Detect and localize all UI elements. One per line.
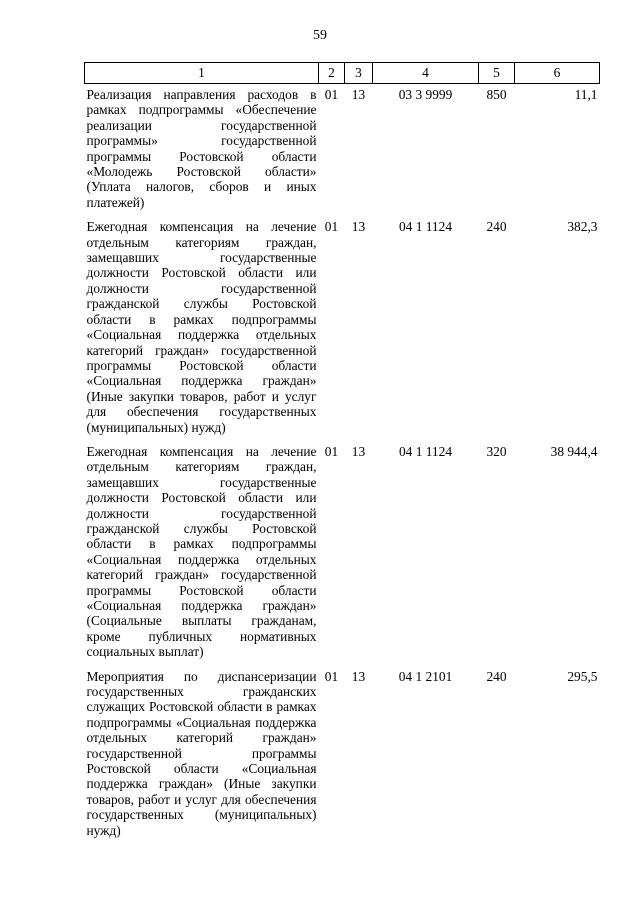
amount: 38 944,4 [550, 443, 598, 459]
table-header-row [85, 63, 600, 84]
expense-type-code: 240 [486, 219, 507, 235]
budget-table [84, 62, 600, 844]
header-col-4: 4 [373, 63, 479, 84]
target-article-code: 04 1 1124 [398, 443, 453, 459]
expense-type-code: 240 [486, 668, 507, 684]
expense-description: Ежегодная компенсация на лечение отдельным категориям граждан, замещавших государственные должности Ростовской области или должности государственной гражданской службы Ростовской области в рамках подпрограммы «Социальная поддержка отдельных категорий граждан» государственной программы Ростовской области «Социальная поддержка граждан» (Иные закупки товаров, работ и услуг для обеспечения государственных (муниципальных) нужд) [86, 219, 317, 435]
expense-description: Реализация направления расходов в рамках подпрограммы «Обеспечение реализации государственной программы» государственной программы Ростовской области «Молодежь Ростовской области» (Уплата налогов, сборов и иных платежей) [86, 87, 317, 210]
expense-type-code: 320 [486, 443, 507, 459]
section-code: 01 [324, 443, 339, 459]
expense-type-code: 850 [486, 87, 507, 102]
subsection-code: 13 [351, 219, 366, 235]
expense-description: Ежегодная компенсация на лечение отдельным категориям граждан, замещавших государственные должности Ростовской области или должности государственной гражданской службы Ростовской области в рамках подпрограммы «Социальная поддержка отдельных категорий граждан» государственной программы Ростовской области «Социальная поддержка граждан» (Социальные выплаты гражданам, кроме публичных нормативных социальных выплат) [86, 443, 317, 660]
amount: 295,5 [567, 668, 598, 684]
page-number: 59 [313, 28, 327, 43]
header-col-2: 2 [319, 63, 345, 84]
section-code: 01 [324, 219, 339, 235]
subsection-code: 13 [351, 443, 366, 459]
subsection-code: 13 [351, 87, 366, 102]
section-code: 01 [324, 668, 339, 684]
amount: 382,3 [567, 219, 598, 235]
table-row [85, 441, 600, 666]
section-code: 01 [324, 87, 339, 102]
target-article-code: 04 1 2101 [398, 668, 453, 684]
header-col-3: 3 [345, 63, 373, 84]
header-col-6: 6 [515, 63, 600, 84]
subsection-code: 13 [351, 668, 366, 684]
header-col-5: 5 [479, 63, 515, 84]
amount: 11,1 [574, 87, 598, 102]
table-row [85, 216, 600, 441]
table-row [85, 84, 600, 217]
table-row [85, 666, 600, 844]
target-article-code: 04 1 1124 [398, 219, 453, 235]
header-col-1: 1 [85, 63, 319, 84]
expense-description: Мероприятия по диспансеризации государственных гражданских служащих Ростовской области в рамках подпрограммы «Социальная поддержка отдельных категорий граждан» государственной программы Ростовской области «Социальная поддержка граждан» (Иные закупки товаров, работ и услуг для обеспечения государственных (муниципальных) нужд) [86, 668, 317, 838]
target-article-code: 03 3 9999 [398, 87, 453, 102]
